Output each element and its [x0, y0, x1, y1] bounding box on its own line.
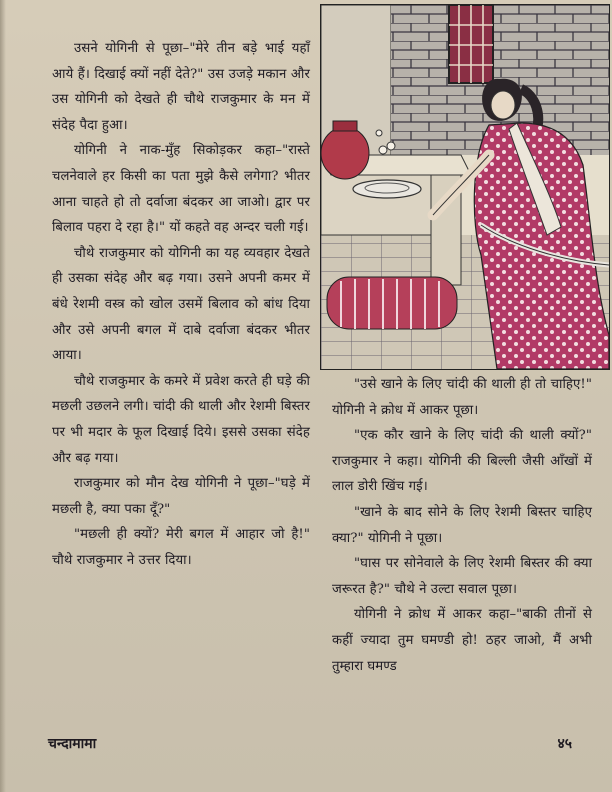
story-paragraph: "मछली ही क्यों? मेरी बगल में आहार जो है!" चौथे राजकुमार ने उत्तर दिया।	[52, 527, 310, 568]
story-paragraph: "घास पर सोनेवाले के लिए रेशमी बिस्तर की क्या जरूरत है?" चौथे ने उल्टा सवाल पूछा।	[332, 556, 592, 597]
yogini-kitchen-scene-icon	[321, 5, 609, 369]
story-paragraph: चौथे राजकुमार को योगिनी का यह व्यवहार देखते ही उसका संदेह और बढ़ गया। उसने अपनी कमर में बंधे रेशमी वस्त्र को खोल उसमें बिलाव को बांध दिया और उसे अपनी बगल में दाबे दर्वाजा बंदकर भीतर आया।	[52, 245, 310, 364]
page-footer	[48, 734, 572, 756]
story-illustration	[320, 4, 610, 370]
story-paragraph: "उसे खाने के लिए चांदी की थाली ही तो चाहिए!" योगिनी ने क्रोध में आकर पूछा।	[332, 377, 592, 418]
right-text-column	[332, 372, 592, 679]
left-text-column	[52, 36, 310, 573]
story-paragraph: चौथे राजकुमार के कमरे में प्रवेश करते ही घड़े की मछली उछलने लगी। चांदी की थाली और रेशमी बिस्तर पर भी मदार के फूल दिखाई दिये। इससे उसका संदेह और बढ़ गया।	[52, 373, 310, 466]
story-paragraph: योगिनी ने क्रोध में आकर कहा–"बाकी तीनों से कहीं ज्यादा तुम घमण्डी हो! ठहर जाओ, मैं अभी तुम्हारा घमण्ड	[332, 607, 592, 674]
story-paragraph: योगिनी ने नाक-मुँह सिकोड़कर कहा–"रास्ते चलनेवाले हर किसी का पता मुझे कैसे लगेगा? भीतर आना चाहते हो तो दर्वाजा बंदकर आ जाओ। द्वार पर बिलाव पहरा दे रहा है।" यों कहते वह अन्दर चली गई।	[52, 143, 310, 236]
story-paragraph: राजकुमार को मौन देख योगिनी ने पूछा–"घड़े में मछली है, क्या पका दूँ?"	[52, 476, 310, 517]
story-paragraph: "एक कौर खाने के लिए चांदी की थाली क्यों?" राजकुमार ने कहा। योगिनी की बिल्ली जैसी आँखों में लाल डोरी खिंच गई।	[332, 428, 592, 495]
story-paragraph: "खाने के बाद सोने के लिए रेशमी बिस्तर चाहिए क्या?" योगिनी ने पूछा।	[332, 504, 592, 546]
page-edge-shadow	[0, 0, 6, 792]
magazine-title: चन्दामामा	[48, 736, 97, 752]
page-number: ४५	[557, 736, 572, 752]
story-paragraph: उसने योगिनी से पूछा–"मेरे तीन बड़े भाई यहाँ आये हैं। दिखाई क्यों नहीं देते?" उस उजड़े मकान और उस योगिनी को देखते ही चौथे राजकुमार के मन में संदेह पैदा हुआ।	[52, 41, 310, 133]
